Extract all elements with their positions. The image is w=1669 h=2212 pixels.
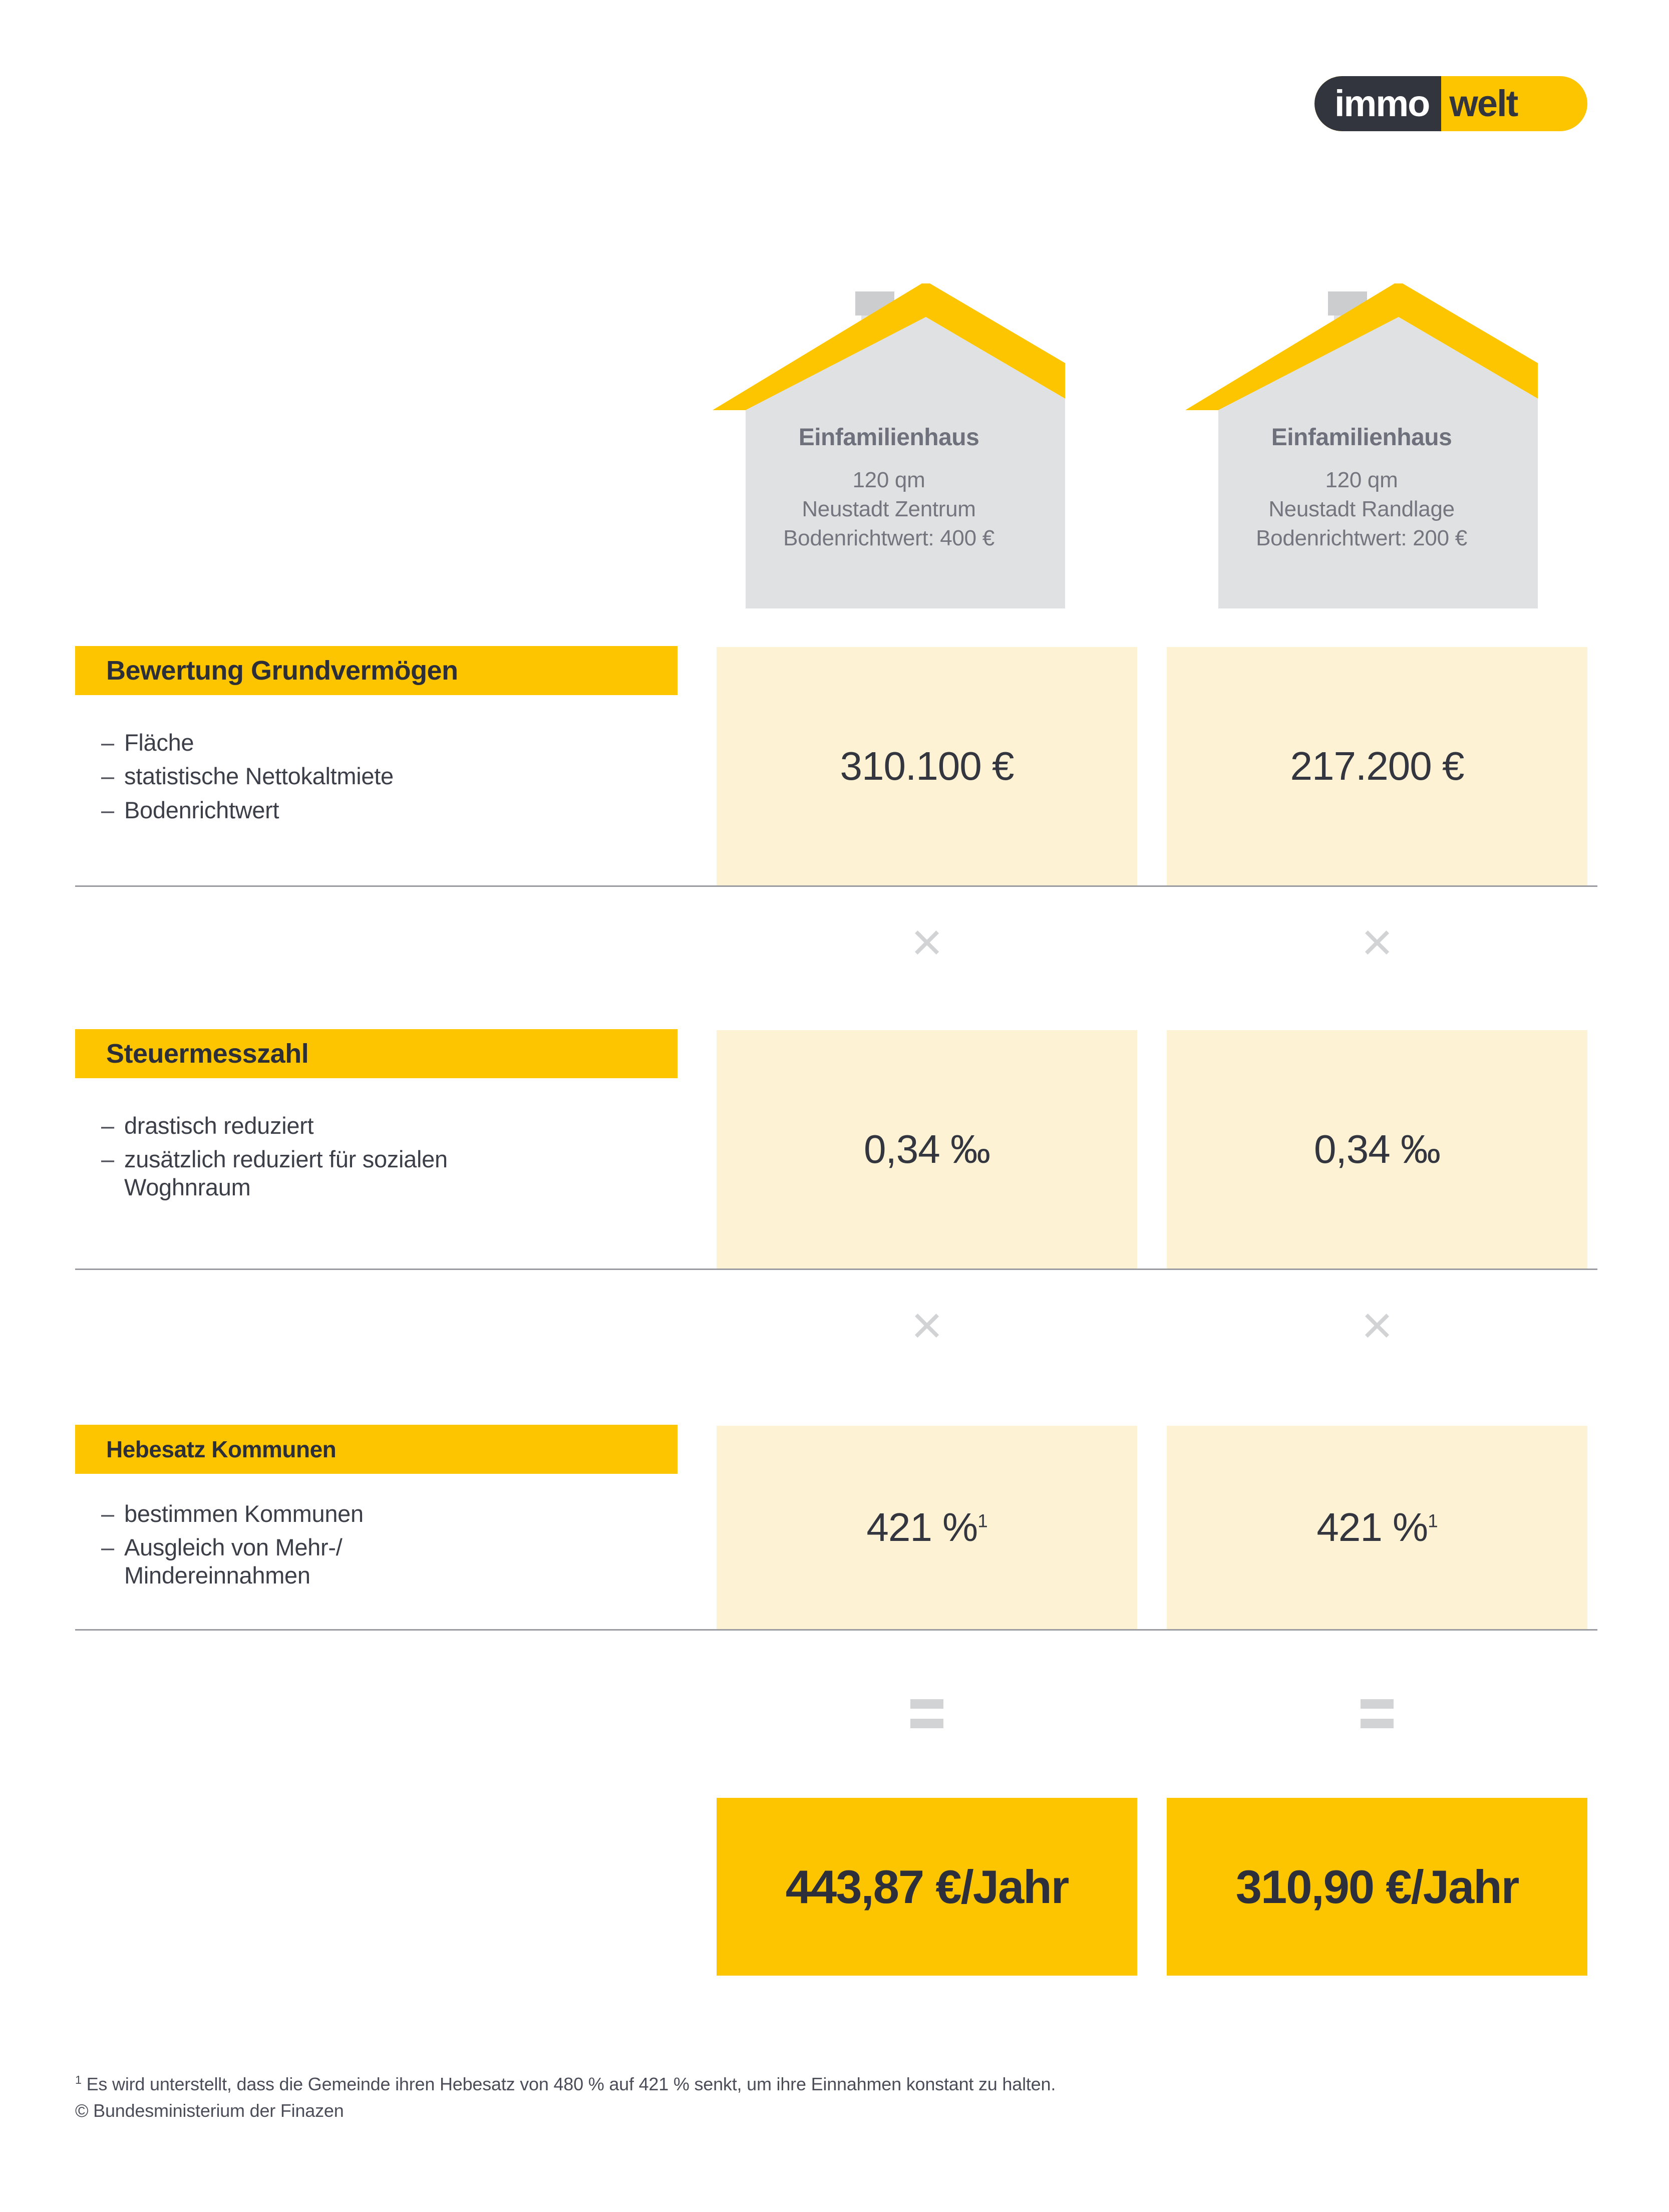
logo-immo-text: immo [1334,83,1430,124]
house-icon-1 [713,280,1065,608]
house-location-1: Neustadt Zentrum [802,497,976,522]
value-text: 0,34 ‰ [1314,1127,1440,1171]
dash-icon: – [101,1146,114,1173]
bullet-label: Ausgleich von Mehr-/ Mindereinnahmen [124,1534,343,1589]
dash-icon: – [101,1500,114,1527]
immowelt-logo [1314,76,1587,131]
bullet-label: zusätzlich reduziert für sozialen Woghnraum [124,1146,448,1200]
value-text [1316,1507,1437,1547]
value-box-steuermesszahl-1 [717,1030,1137,1269]
house-area-2: 120 qm [1325,468,1398,492]
house-land-value-2: Bodenrichtwert: 200 € [1256,526,1467,551]
value-number: 421 % [1316,1505,1428,1549]
value-text: 310.100 € [840,744,1014,788]
house-title-2: Einfamilienhaus [1271,424,1452,451]
value-text: 0,34 ‰ [864,1127,990,1171]
multiply-icon-col2: × [1361,911,1393,972]
footnote-superscript: 1 [75,2073,82,2086]
divider-1 [75,885,1597,887]
value-box-steuermesszahl-2 [1167,1030,1587,1269]
section-header-steuermesszahl [75,1029,678,1078]
result-text-2: 310,90 €/Jahr [1235,1860,1519,1913]
value-box-hebesatz-2 [1167,1426,1587,1629]
value-box-hebesatz-1 [717,1426,1137,1629]
equals-bar-top [910,1699,943,1709]
section-heading-label: Hebesatz Kommunen [106,1436,337,1462]
bullet-label: drastisch reduziert [124,1112,314,1139]
footnote-line-2: © Bundesministerium der Finazen [75,2100,344,2121]
value-text: 217.200 € [1290,744,1464,788]
bullet-label: statistische Nettokaltmiete [124,763,394,790]
equals-icon-col1 [910,1699,943,1728]
section-header-bewertung [75,646,678,695]
logo-welt-text: welt [1449,83,1518,124]
value-box-bewertung-2 [1167,647,1587,885]
equals-bar-top [1361,1699,1394,1709]
dash-icon: – [101,729,114,756]
bullet-label: bestimmen Kommunen [124,1500,364,1527]
dash-icon: – [101,763,114,790]
result-box-2 [1167,1798,1587,1976]
dash-icon: – [101,1534,114,1561]
dash-icon: – [101,796,114,823]
house-location-2: Neustadt Randlage [1268,497,1455,522]
footnote-marker-2: 1 [1428,1510,1438,1531]
house-area-1: 120 qm [852,468,925,492]
footnote-marker-1: 1 [977,1510,987,1531]
property-card-1 [713,280,1065,608]
equals-bar-bottom [1361,1719,1394,1728]
list-item [101,1112,702,1139]
multiply-icon-col1: × [911,911,943,972]
dash-icon: – [101,1112,114,1139]
footnote [75,2071,1567,2124]
list-item [101,796,702,824]
list-item [101,762,702,790]
value-box-bewertung-1 [717,647,1137,885]
list-item [101,1500,702,1527]
list-item [101,1533,502,1589]
multiply-icon-col2-b: × [1361,1295,1393,1355]
bullet-label: Bodenrichtwert [124,796,279,823]
house-land-value-1: Bodenrichtwert: 400 € [783,526,994,551]
bullet-label: Fläche [124,729,194,756]
section-heading-label: Steuermesszahl [106,1039,309,1069]
house-title-1: Einfamilienhaus [798,424,979,451]
divider-2 [75,1269,1597,1270]
house-icon-2 [1185,280,1538,608]
section-heading-label: Bewertung Grundvermögen [106,656,458,686]
value-text [866,1507,987,1547]
result-text-1: 443,87 €/Jahr [785,1860,1069,1913]
equals-icon-col2 [1361,1699,1394,1728]
divider-3 [75,1629,1597,1631]
list-item [101,729,702,756]
value-number: 421 % [866,1505,978,1549]
section-header-hebesatz [75,1425,678,1474]
list-item [101,1145,482,1201]
bullet-list-steuermesszahl [101,1112,702,1207]
footnote-text: Es wird unterstellt, dass die Gemeinde ihren Hebesatz von 480 % auf 421 % senkt, um ihre Einnahmen konstant zu halten. [81,2074,1056,2094]
property-card-2 [1185,280,1538,608]
logo-immo-pill [1314,76,1441,131]
equals-bar-bottom [910,1719,943,1728]
bullet-list-bewertung [101,729,702,830]
footnote-line-1 [75,2071,1567,2097]
multiply-icon-col1-b: × [911,1295,943,1355]
result-box-1 [717,1798,1137,1976]
bullet-list-hebesatz [101,1500,702,1595]
